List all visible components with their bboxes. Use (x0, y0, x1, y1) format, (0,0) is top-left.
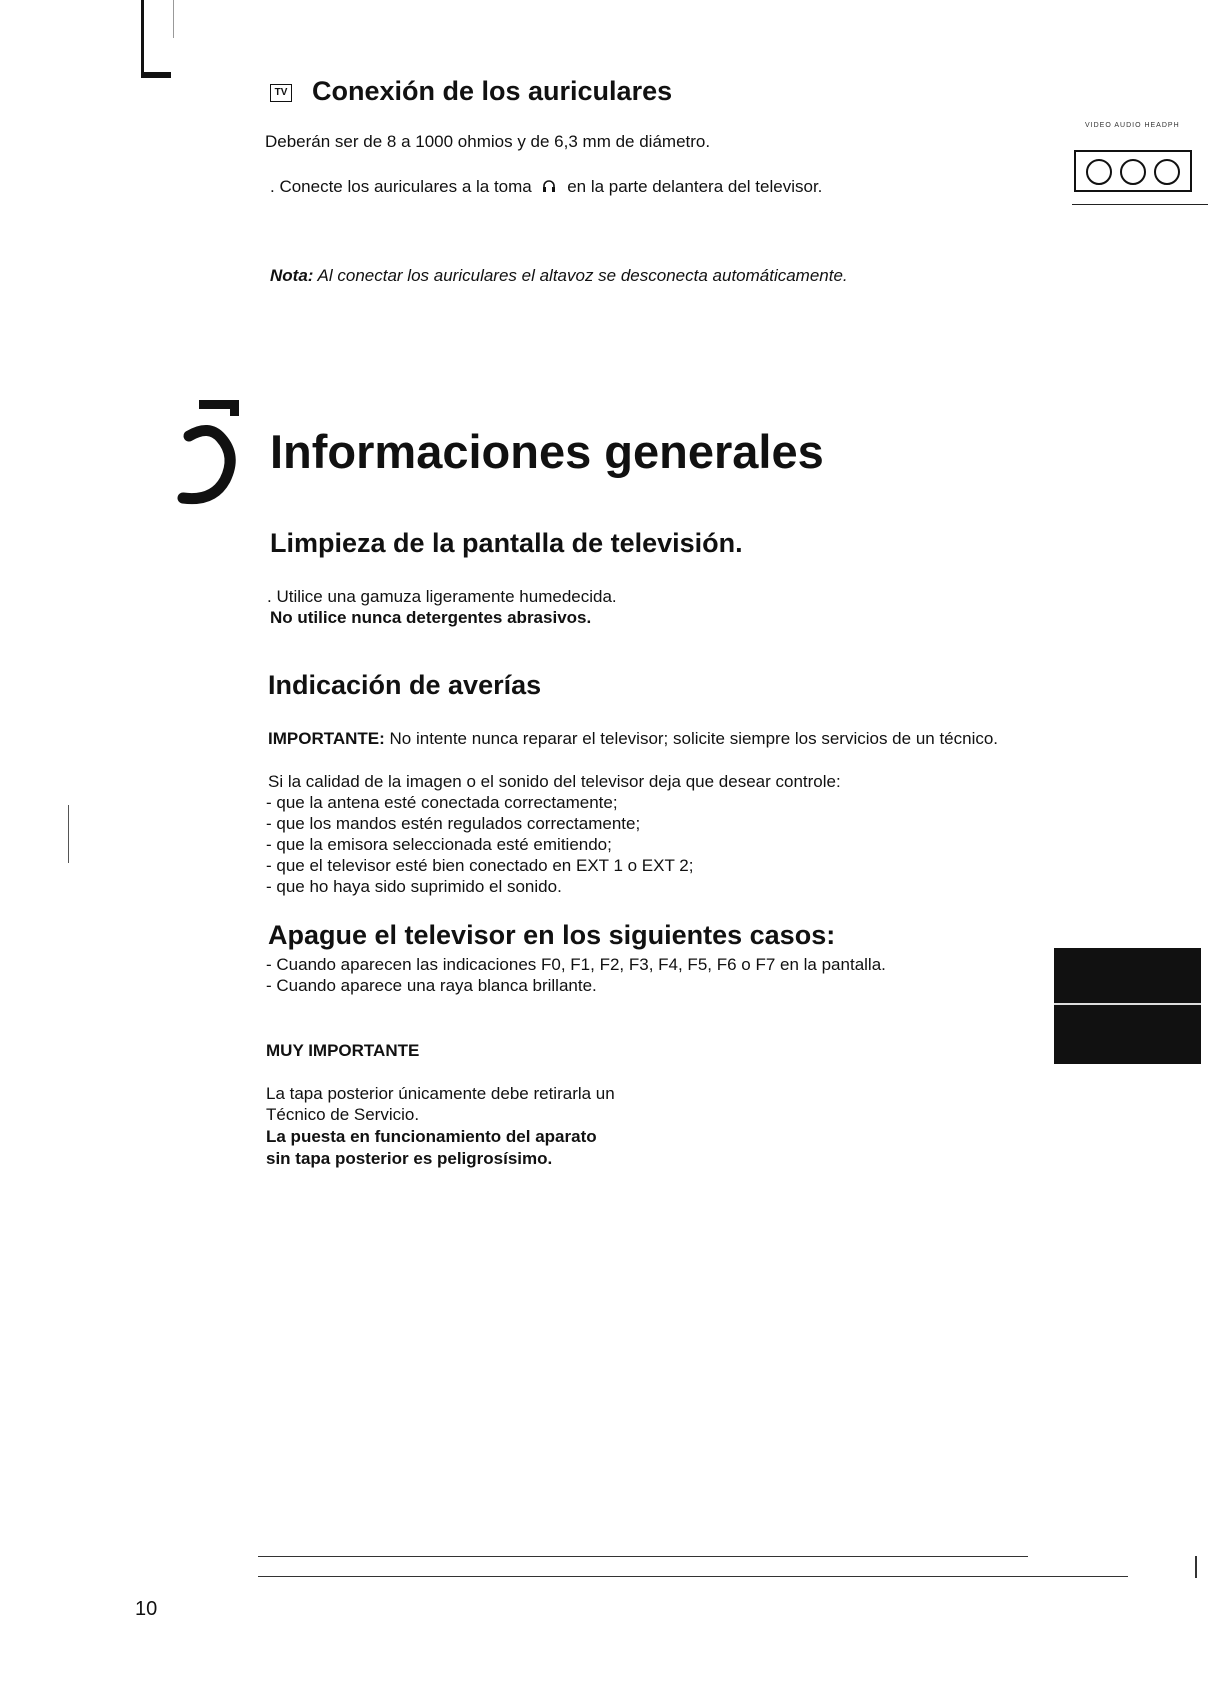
faults-intro: Si la calidad de la imagen o el sonido del televisor deja que desear controle: (268, 772, 841, 791)
warning-line1: La tapa posterior únicamente debe retirarla un (266, 1084, 615, 1103)
cleaning-line2: No utilice nunca detergentes abrasivos. (270, 608, 592, 627)
headphones-specs: Deberán ser de 8 a 1000 ohmios y de 6,3 mm de diámetro. (265, 132, 711, 151)
cleaning-line1: . Utilice una gamuza ligeramente humedecida. (267, 587, 617, 606)
list-item: - que ho haya sido suprimido el sonido. (266, 877, 562, 896)
tv-badge-icon: TV (270, 84, 292, 102)
list-item: - que el televisor esté bien conectado en EXT 1 o EXT 2; (266, 856, 694, 875)
audio-jack-icon (1120, 159, 1146, 185)
cleaning-title: Limpieza de la pantalla de televisión. (270, 528, 743, 558)
tab-divider (1054, 1003, 1201, 1005)
list-item: - que la emisora seleccionada esté emitiendo; (266, 835, 612, 854)
jack-panel (1074, 150, 1192, 192)
switch-off-list (266, 954, 886, 996)
headphone-jack-icon (1154, 159, 1180, 185)
chapter-title: Informaciones generales (270, 425, 824, 478)
important-text: No intente nunca reparar el televisor; solicite siempre los servicios de un técnico. (384, 729, 999, 748)
corner-crop-mark-horizontal (141, 72, 171, 78)
headphone-icon (542, 179, 556, 193)
list-item: - Cuando aparecen las indicaciones F0, F1, F2, F3, F4, F5, F6 o F7 en la pantalla. (266, 955, 886, 974)
jack-panel-label: VIDEO AUDIO HEADPH (1085, 122, 1180, 129)
list-item: - que los mandos estén regulados correctamente; (266, 814, 641, 833)
warning-title: MUY IMPORTANTE (266, 1041, 420, 1060)
warning-line2: Técnico de Servicio. (266, 1105, 420, 1124)
footer-rule-lower (258, 1576, 1128, 1577)
headphones-connect (270, 176, 822, 197)
switch-off-title: Apague el televisor en los siguientes casos: (268, 920, 836, 950)
headphones-title: Conexión de los auriculares (312, 76, 673, 106)
note-text: Al conectar los auriculares el altavoz se desconecta automáticamente. (313, 266, 848, 285)
faults-list (266, 792, 693, 897)
corner-crop-mark (141, 0, 144, 75)
jack-panel-underline (1072, 204, 1208, 205)
connect-text-before: . Conecte los auriculares a la toma (270, 177, 532, 196)
footer-rule (258, 1556, 1028, 1557)
margin-mark (68, 805, 69, 863)
faults-title: Indicación de averías (268, 670, 542, 700)
faults-important (268, 728, 998, 749)
headphones-note (270, 265, 848, 286)
chapter-number-5 (175, 385, 255, 508)
warning-line3: La puesta en funcionamiento del aparato (266, 1127, 597, 1146)
connect-text-after: en la parte delantera del televisor. (567, 177, 823, 196)
chapter-number-text: 5 (175, 385, 184, 402)
footer-bar (1195, 1556, 1197, 1578)
video-jack-icon (1086, 159, 1112, 185)
warning-line4: sin tapa posterior es peligrosísimo. (266, 1149, 553, 1168)
page-number: 10 (135, 1598, 158, 1620)
corner-tick (173, 0, 174, 38)
list-item: - que la antena esté conectada correctamente; (266, 793, 618, 812)
list-item: - Cuando aparece una raya blanca brillante. (266, 976, 597, 995)
section-tab-marker (1054, 948, 1201, 1064)
important-label: IMPORTANTE: (268, 729, 385, 748)
note-label: Nota: (270, 266, 314, 285)
